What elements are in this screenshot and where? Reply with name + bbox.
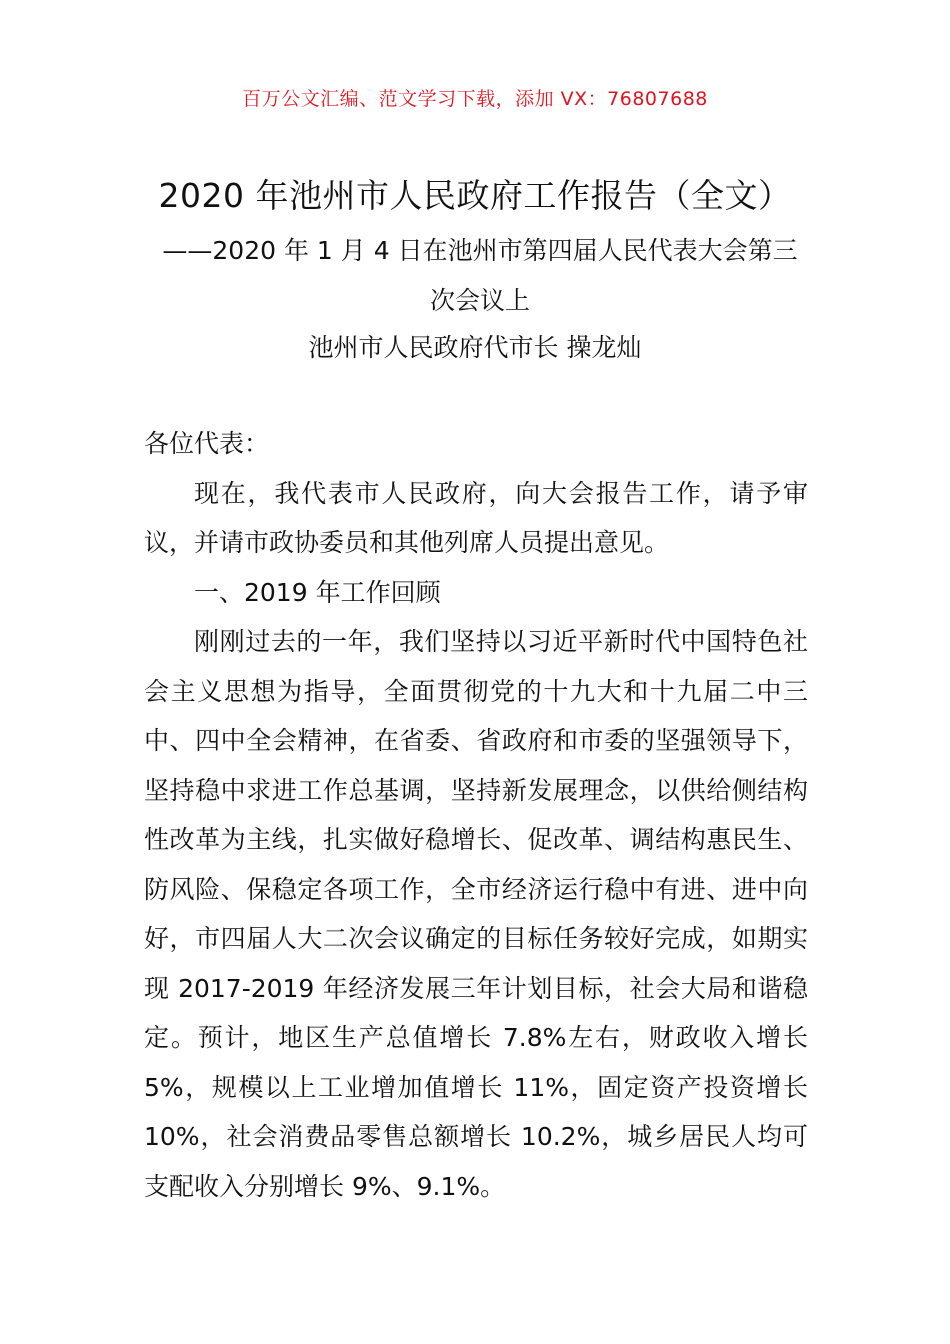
document-subtitle: ——2020 年 1 月 4 日在池州市第四届人民代表大会第三次会议上 (162, 236, 798, 315)
document-body (144, 419, 808, 1211)
intro-paragraph: 现在，我代表市人民政府，向大会报告工作，请予审议，并请市政协委员和其他列席人员提出意见。 (144, 478, 808, 557)
document-title: 2020 年池州市人民政府工作报告（全文） (158, 176, 792, 215)
salutation: 各位代表： (144, 429, 270, 458)
section-heading: 一、2019 年工作回顾 (194, 577, 441, 607)
header-watermark-note: 百万公文汇编、范文学习下载，添加 VX：76807688 (242, 88, 708, 110)
review-paragraph: 刚刚过去的一年，我们坚持以习近平新时代中国特色社会主义思想为指导，全面贯彻党的十九大和十九届二中三中、四中全会精神，在省委、省政府和市委的坚强领导下，坚持稳中求进工作总基调，坚持新发展理念，以供给侧结构性改革为主线，扎实做好稳增长、促改革、调结构惠民生、防风险、保稳定各项工作，全市经济运行稳中有进、进中向好，市四届人大二次会议确定的目标任务较好完成，如期实现 2017-2019 年经济发展三年计划目标，社会大局和谐稳定。预计，地区生产总值增长 7.8%左右，财政收入增长 5%，规模以上工业增加值增长 11%，固定资产投资增长 10%，社会消费品零售总额增长 10.2%，城乡居民人均可支配收入分别增长 9%、9.1%。 (144, 627, 808, 1201)
document-author: 池州市人民政府代市长 操龙灿 (308, 333, 642, 362)
